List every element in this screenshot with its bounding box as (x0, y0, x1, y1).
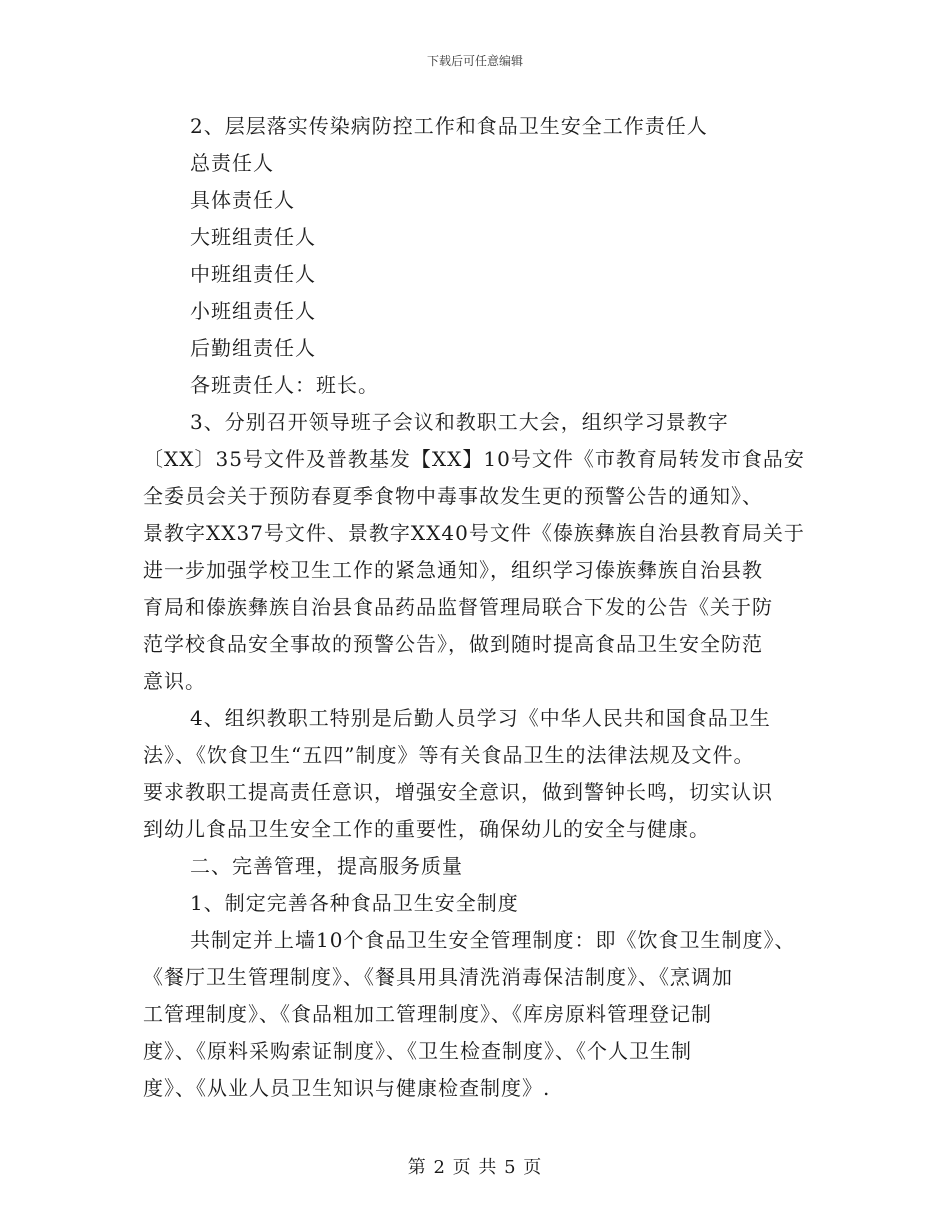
body-line: 进一步加强学校卫生工作的紧急通知》，组织学习傣族彝族自治县教 (143, 558, 763, 582)
body-line: 具体责任人 (190, 188, 295, 212)
body-line: 景教字XX37号文件、景教字XX40号文件《傣族彝族自治县教育局关于 (143, 521, 805, 545)
body-line: 〔XX〕35号文件及普教基发【XX】10号文件《市教育局转发市食品安 (143, 447, 805, 471)
body-line: 小班组责任人 (190, 299, 316, 323)
body-line: 《餐厅卫生管理制度》、《餐具用具清洗消毒保洁制度》、《烹调加 (143, 965, 733, 989)
body-line: 法》、《饮食卫生“五四”制度》等有关食品卫生的法律法规及文件。 (143, 743, 755, 767)
body-line: 工管理制度》、《食品粗加工管理制度》、《库房原料管理登记制 (143, 1002, 712, 1026)
body-line: 大班组责任人 (190, 225, 316, 249)
body-line: 范学校食品安全事故的预警公告》，做到随时提高食品卫生安全防范 (143, 632, 763, 656)
body-line: 总责任人 (190, 151, 274, 175)
body-line: 各班责任人：班长。 (190, 373, 379, 397)
body-line: 要求教职工提高责任意识，增强安全意识，做到警钟长鸣，切实认识 (143, 780, 773, 804)
body-line: 4、组织教职工特别是后勤人员学习《中华人民共和国食品卫生 (190, 706, 771, 730)
page-header: 下载后可任意编辑 (426, 54, 523, 68)
body-line: 意识。 (143, 669, 206, 693)
body-line: 1、制定完善各种食品卫生安全制度 (190, 891, 519, 915)
body-line: 度》、《原料采购索证制度》、《卫生检查制度》、《个人卫生制 (143, 1039, 692, 1063)
body-line: 共制定并上墙10个食品卫生安全管理制度：即《饮食卫生制度》、 (190, 928, 796, 952)
body-line: 度》、《从业人员卫生知识与健康检查制度》. (143, 1076, 551, 1100)
body-line: 2、层层落实传染病防控工作和食品卫生安全工作责任人 (190, 114, 708, 138)
body-line: 全委员会关于预防春夏季食物中毒事故发生更的预警公告的通知》、 (143, 484, 763, 508)
body-line: 3、分别召开领导班子会议和教职工大会，组织学习景教字 (190, 410, 729, 434)
body-line: 到幼儿食品卫生安全工作的重要性，确保幼儿的安全与健康。 (143, 817, 710, 841)
body-line: 育局和傣族彝族自治县食品药品监督管理局联合下发的公告《关于防 (143, 595, 773, 619)
section-heading: 二、完善管理，提高服务质量 (190, 854, 463, 878)
page-footer: 第 2 页 共 5 页 (407, 1157, 543, 1178)
body-line: 后勤组责任人 (190, 336, 316, 360)
body-line: 中班组责任人 (190, 262, 316, 286)
